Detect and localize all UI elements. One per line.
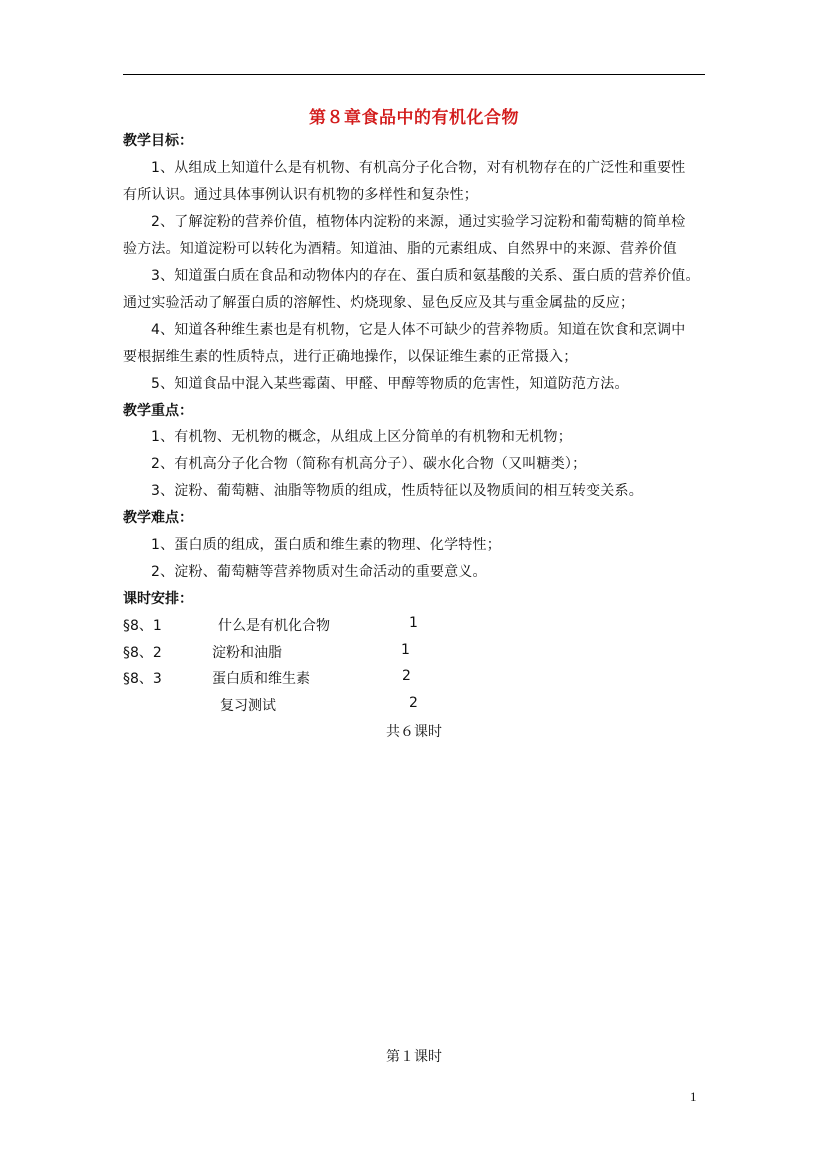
difficulties-heading: 教学难点：	[123, 510, 193, 526]
schedule-topic: 复习测试	[220, 698, 276, 714]
schedule-hours: 2	[409, 695, 418, 711]
key-points-heading: 教学重点：	[123, 403, 193, 419]
schedule-topic: 什么是有机化合物	[218, 618, 330, 634]
schedule-section: §8、1	[123, 618, 162, 634]
key-point-line: 3、淀粉、葡萄糖、油脂等物质的组成，性质特征以及物质间的相互转变关系。	[151, 483, 643, 499]
schedule-heading: 课时安排：	[123, 591, 193, 607]
objective-line: 1、从组成上知道什么是有机物、有机高分子化合物，对有机物存在的广泛性和重要性	[151, 160, 686, 176]
schedule-hours: 1	[409, 615, 418, 631]
difficulty-line: 2、淀粉、葡萄糖等营养物质对生命活动的重要意义。	[151, 564, 487, 580]
page-number: 1	[690, 1089, 697, 1104]
lesson-label: 第１课时	[386, 1049, 442, 1065]
objective-line: 验方法。知道淀粉可以转化为酒精。知道油、脂的元素组成、自然界中的来源、营养价值	[123, 241, 677, 257]
schedule-section: §8、3	[123, 671, 162, 687]
objective-line: 通过实验活动了解蛋白质的溶解性、灼烧现象、显色反应及其与重金属盐的反应；	[123, 295, 635, 311]
difficulty-line: 1、蛋白质的组成，蛋白质和维生素的物理、化学特性；	[151, 537, 501, 553]
schedule-topic: 蛋白质和维生素	[212, 671, 310, 687]
chapter-title: 第８章食品中的有机化合物	[309, 108, 519, 128]
schedule-topic: 淀粉和油脂	[212, 645, 282, 661]
objectives-heading: 教学目标：	[123, 133, 193, 149]
objective-line: 5、知道食品中混入某些霉菌、甲醛、甲醇等物质的危害性，知道防范方法。	[151, 376, 629, 392]
schedule-section: §8、2	[123, 645, 162, 661]
objective-line: 2、了解淀粉的营养价值，植物体内淀粉的来源，通过实验学习淀粉和葡萄糖的简单检	[151, 214, 686, 230]
objective-line: 有所认识。通过具体事例认识有机物的多样性和复杂性；	[123, 187, 478, 203]
key-point-line: 2、有机高分子化合物（简称有机高分子）、碳水化合物（又叫糖类）；	[151, 456, 587, 472]
key-point-line: 1、有机物、无机物的概念，从组成上区分简单的有机物和无机物；	[151, 429, 572, 445]
schedule-hours: 1	[401, 642, 410, 658]
objective-line: 3、知道蛋白质在食品和动物体内的存在、蛋白质和氨基酸的关系、蛋白质的营养价值。	[151, 268, 700, 284]
schedule-hours: 2	[402, 668, 411, 684]
objective-line: 4、知道各种维生素也是有机物，它是人体不可缺少的营养物质。知道在饮食和烹调中	[151, 322, 686, 338]
objective-line: 要根据维生素的性质特点，进行正确地操作，以保证维生素的正常摄入；	[123, 349, 578, 365]
schedule-total: 共６课时	[386, 724, 442, 740]
header-rule	[123, 74, 705, 75]
